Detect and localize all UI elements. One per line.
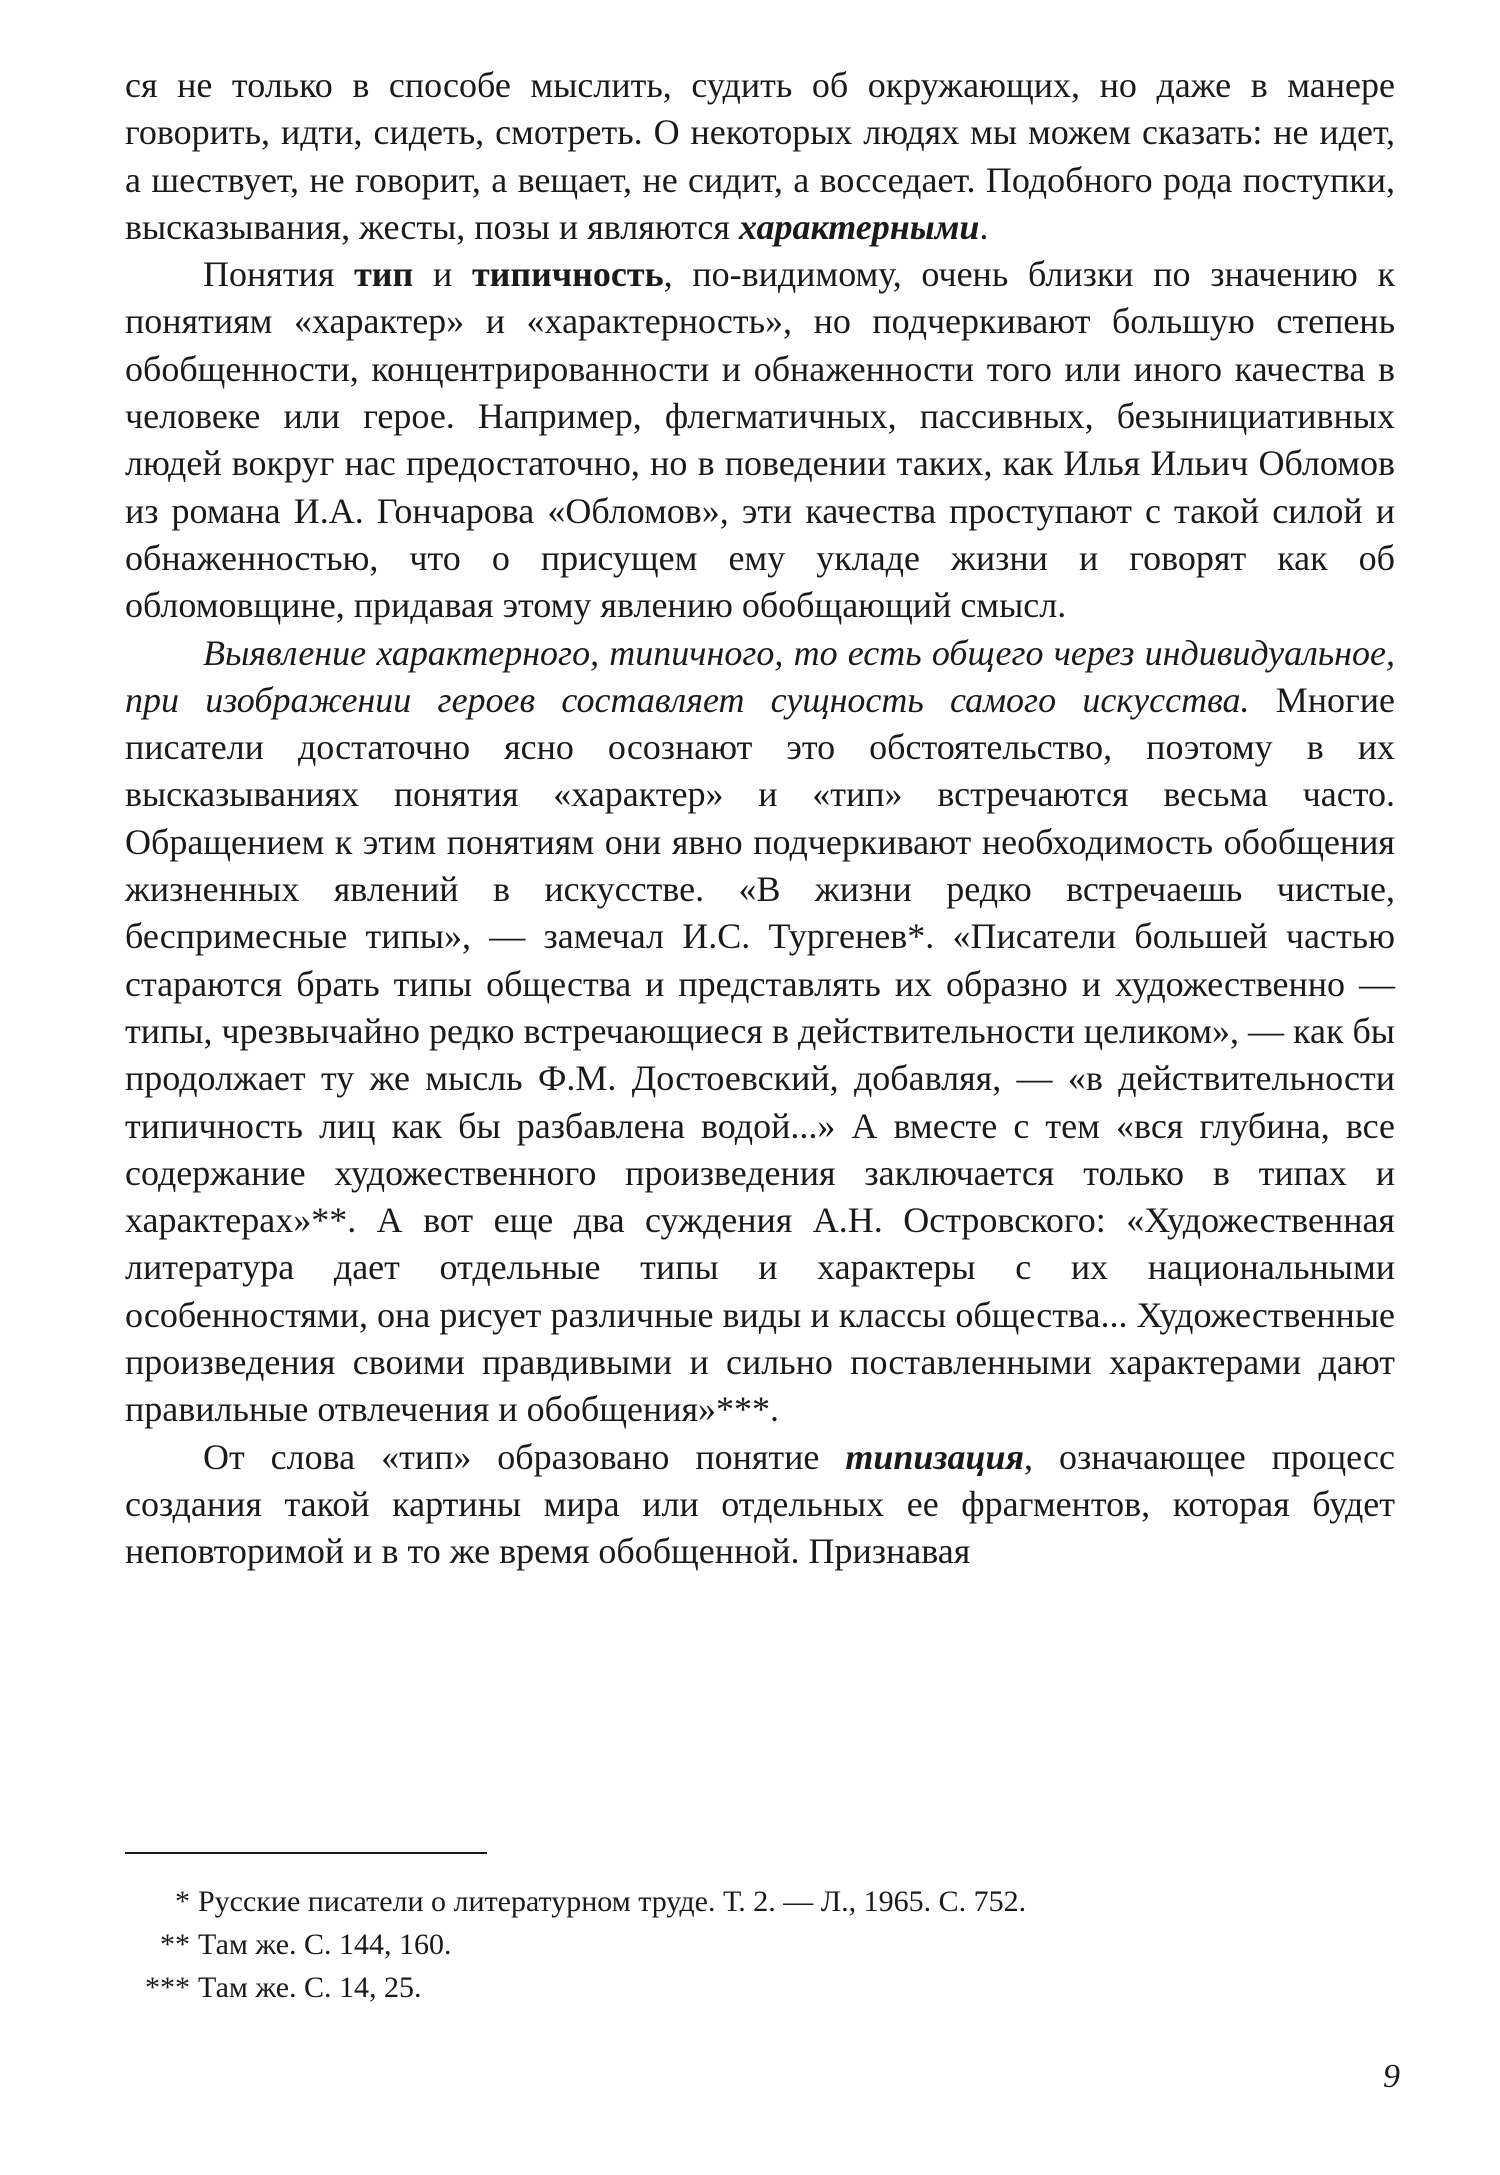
text-run: Многие писатели достаточно ясно осознают это обстоятельство, поэтому в их высказываниях понятия «характер» и «тип» встречаются весьма часто. Обращением к этим понятиям они явно подчеркивают необходимость обобщения жизненных явлений в искусстве. «В жизни редко встречаешь чистые, беспримесные типы», — замечал И.С. Тургенев*. «Писатели большей частью стараются брать типы общества и представлять их образно и художественно — типы, чрезвычайно редко встречающиеся в действительности целиком», — как бы продолжает ту же мысль Ф.М. Достоевский, добавляя, — «в действительности типичность лиц как бы разбавлена водой...» А вместе с тем «вся глубина, все содержание художественного произведения заключается только в типах и характерах»**. А вот еще два суждения А.Н. Островского: «Художественная литература дает отдельные типы и характеры с их национальными особенностями, она рисует различные виды и классы общества... Художественные произведения своими правдивыми и сильно поставленными характерами дают правильные отвлечения и обобщения»***. <box>125 679 1395 1430</box>
text-run: От слова «тип» образовано понятие <box>203 1436 846 1477</box>
emphasized-term: характерными <box>738 206 980 247</box>
text-run: . <box>979 206 989 247</box>
footnote <box>125 1923 1325 1966</box>
footnote <box>125 1880 1325 1923</box>
text-run: Понятия <box>203 254 355 295</box>
footnote-text: Там же. С. 144, 160. <box>198 1928 452 1961</box>
footnote-mark: ** <box>160 1928 190 1961</box>
text-run: , по-видимому, очень близки по значению к понятиям «характер» и «характерность», но подчеркивают большую степень обобщенности, концентрированности и обнаженности того или иного качества в человеке или герое. Например, флегматичных, пассивных, безынициативных людей вокруг нас предостаточно, но в поведении таких, как Илья Ильич Обломов из романа И.А. Гончарова «Обломов», эти качества проступают с такой силой и обнаженностью, что о присущем ему укладе жизни и говорят как об обломовщине, придавая этому явлению обобщающий смысл. <box>125 254 1395 626</box>
text-run: и <box>413 254 472 295</box>
paragraph <box>125 1434 1395 1576</box>
emphasized-term: тип <box>354 254 414 295</box>
main-text <box>125 62 1395 1576</box>
text-run: , означающее процесс создания такой картины мира или отдельных ее фрагментов, которая будет неповторимой и в то же время обобщенной. Признавая <box>125 1436 1395 1572</box>
page-number: 9 <box>1383 2058 1400 2095</box>
footnote-mark: * <box>175 1885 190 1918</box>
footnote-divider <box>125 1852 487 1854</box>
footnote-text: Там же. С. 14, 25. <box>198 1971 422 2004</box>
paragraph <box>125 62 1395 251</box>
footnote-text: Русские писатели о литературном труде. Т. 2. — Л., 1965. С. 752. <box>198 1885 1027 1918</box>
emphasized-term: Выявление характерного, типичного, то есть общего через индивидуальное, при изображении героев составляет сущность самого искусства. <box>125 632 1395 720</box>
footnote <box>125 1966 1325 2009</box>
emphasized-term: типичность <box>471 254 664 295</box>
footnote-mark: *** <box>145 1971 190 2004</box>
footnotes <box>125 1880 1325 2009</box>
paragraph <box>125 251 1395 629</box>
paragraph <box>125 630 1395 1434</box>
emphasized-term: типизация <box>845 1436 1025 1477</box>
text-run: ся не только в способе мыслить, судить об окружающих, но даже в манере говорить, идти, сидеть, смотреть. О некоторых людях мы можем сказать: не идет, а шествует, не говорит, а вещает, не сидит, а восседает. Подобного рода поступки, высказывания, жесты, позы и являются <box>125 65 1395 247</box>
